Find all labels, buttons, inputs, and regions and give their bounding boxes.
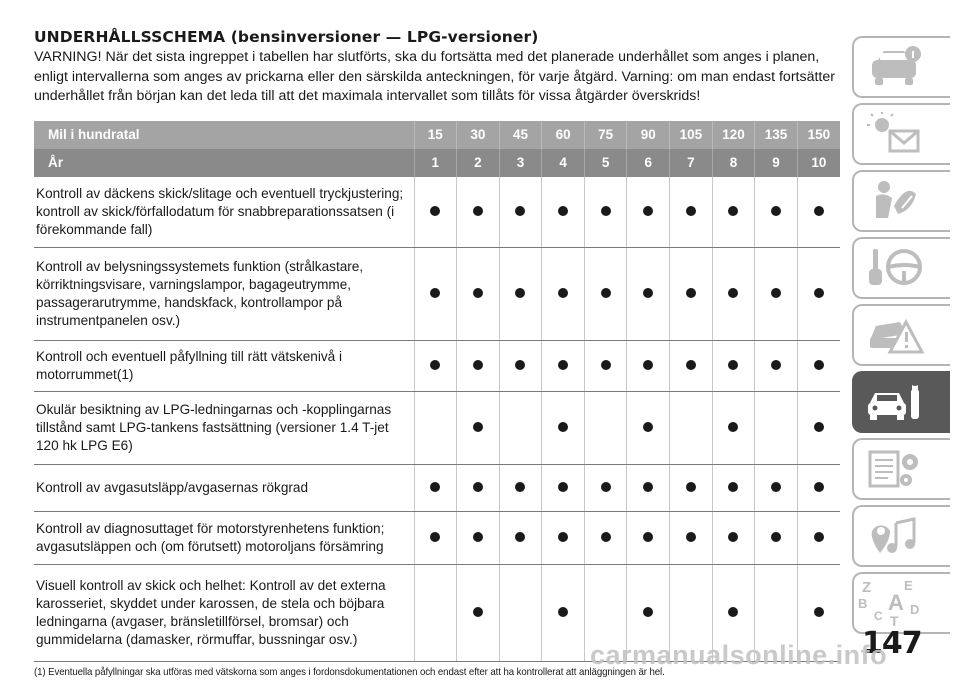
interval-dot xyxy=(728,482,738,492)
header-mile-4: 75 xyxy=(584,121,627,149)
interval-dot xyxy=(601,288,611,298)
interval-dot xyxy=(515,482,525,492)
interval-cell xyxy=(670,391,713,464)
header-year-4: 5 xyxy=(584,149,627,177)
interval-dot xyxy=(558,288,568,298)
sidebar-tab-car-info[interactable] xyxy=(852,36,950,98)
interval-cell xyxy=(499,247,542,340)
task-description: Kontroll av diagnosuttaget för motorstyrenhetens funktion; avgasutsläppen och (om förutsett) motoroljans försämring xyxy=(34,511,414,564)
interval-cell xyxy=(712,247,755,340)
header-mile-9: 150 xyxy=(797,121,840,149)
table-row xyxy=(34,391,840,464)
interval-dot xyxy=(771,482,781,492)
interval-cell xyxy=(797,177,840,248)
interval-cell xyxy=(670,511,713,564)
interval-dot xyxy=(814,206,824,216)
table-row xyxy=(34,464,840,511)
interval-dot xyxy=(686,360,696,370)
task-description: Kontroll av belysningssystemets funktion (strålkastare, körriktningsvisare, varningslampor, bagageutrymme, passagerarutrymme, handskfack, kontrollampor på instrumentpanelen osv.) xyxy=(34,247,414,340)
chapter-sidebar xyxy=(852,36,950,639)
header-mile-3: 60 xyxy=(542,121,585,149)
interval-cell xyxy=(499,464,542,511)
sidebar-tab-technical-data[interactable] xyxy=(852,438,950,500)
interval-cell xyxy=(627,391,670,464)
interval-cell xyxy=(712,391,755,464)
interval-dot xyxy=(814,532,824,542)
multimedia-icon xyxy=(866,513,926,559)
warning-text: VARNING! När det sista ingreppet i tabellen har slutförts, ska du fortsätta med det planerade underhållet som anges i planen, enligt intervallerna som anges av prickarna eller den särskilda anteckningen, för varje åtgärd. Varning: om man endast fortsätter underhållet från början kan det leda till att det maximala intervallet som tillåts för vissa åtgärder överskrids! xyxy=(34,49,835,104)
interval-cell xyxy=(584,464,627,511)
sidebar-tab-warning-lights[interactable] xyxy=(852,103,950,165)
task-description: Okulär besiktning av LPG-ledningarnas och -kopplingarnas tillstånd samt LPG-tankens fastsättning (versioner 1.4 T-jet 120 hk LPG E6) xyxy=(34,391,414,464)
interval-cell xyxy=(627,340,670,391)
header-miles-label: Mil i hundratal xyxy=(34,121,414,149)
index-letter: A xyxy=(888,590,904,615)
header-year-0: 1 xyxy=(414,149,457,177)
interval-dot xyxy=(686,532,696,542)
interval-dot xyxy=(558,422,568,432)
interval-cell xyxy=(499,340,542,391)
interval-dot xyxy=(814,482,824,492)
index-icon xyxy=(858,576,928,626)
interval-dot xyxy=(515,288,525,298)
interval-dot xyxy=(558,360,568,370)
interval-cell xyxy=(457,564,500,661)
interval-cell xyxy=(414,391,457,464)
interval-cell xyxy=(414,340,457,391)
interval-cell xyxy=(414,511,457,564)
header-year-2: 3 xyxy=(499,149,542,177)
interval-cell xyxy=(755,511,798,564)
index-letter: E xyxy=(904,578,913,593)
interval-dot xyxy=(728,422,738,432)
page-title: UNDERHÅLLSSCHEMA (bensinversioner — LPG-versioner) xyxy=(34,28,539,46)
interval-cell xyxy=(542,564,585,661)
interval-cell xyxy=(457,340,500,391)
interval-dot xyxy=(814,360,824,370)
header-mile-1: 30 xyxy=(457,121,500,149)
interval-cell xyxy=(414,247,457,340)
interval-cell xyxy=(670,177,713,248)
index-letter: T xyxy=(890,613,899,626)
page-number: 147 xyxy=(862,626,922,661)
interval-dot xyxy=(728,607,738,617)
sidebar-tab-multimedia[interactable] xyxy=(852,505,950,567)
header-year-6: 7 xyxy=(670,149,713,177)
interval-cell xyxy=(457,464,500,511)
table-row xyxy=(34,177,840,248)
header-year-5: 6 xyxy=(627,149,670,177)
interval-dot xyxy=(728,532,738,542)
interval-dot xyxy=(473,360,483,370)
interval-cell xyxy=(712,511,755,564)
header-row-years xyxy=(34,149,840,177)
table-row xyxy=(34,511,840,564)
interval-cell xyxy=(797,247,840,340)
interval-cell xyxy=(414,177,457,248)
technical-data-icon xyxy=(866,446,926,492)
header-year-3: 4 xyxy=(542,149,585,177)
sidebar-tab-starting-driving[interactable] xyxy=(852,237,950,299)
interval-dot xyxy=(814,422,824,432)
interval-dot xyxy=(643,206,653,216)
interval-dot xyxy=(601,360,611,370)
interval-dot xyxy=(771,288,781,298)
interval-cell xyxy=(542,391,585,464)
key-steering-wheel-icon xyxy=(866,245,926,291)
interval-dot xyxy=(430,532,440,542)
interval-cell xyxy=(457,247,500,340)
interval-dot xyxy=(430,288,440,298)
interval-dot xyxy=(515,532,525,542)
safety-airbag-icon xyxy=(866,178,926,224)
interval-dot xyxy=(473,607,483,617)
header-year-1: 2 xyxy=(457,149,500,177)
footnote: (1) Eventuella påfyllningar ska utföras med vätskorna som anges i fordonsdokumentationen och endast efter att ha kontrollerat att anläggningen är hel. xyxy=(34,666,665,678)
index-letter: D xyxy=(910,602,920,617)
header-mile-6: 105 xyxy=(670,121,713,149)
interval-dot xyxy=(686,206,696,216)
index-letter: Z xyxy=(862,579,872,596)
interval-dot xyxy=(643,288,653,298)
header-mile-5: 90 xyxy=(627,121,670,149)
interval-dot xyxy=(558,482,568,492)
interval-cell xyxy=(584,511,627,564)
interval-cell xyxy=(755,464,798,511)
interval-dot xyxy=(430,482,440,492)
interval-dot xyxy=(473,206,483,216)
interval-cell xyxy=(755,391,798,464)
interval-cell xyxy=(542,247,585,340)
interval-dot xyxy=(473,422,483,432)
interval-dot xyxy=(430,360,440,370)
table-row xyxy=(34,340,840,391)
interval-dot xyxy=(601,532,611,542)
interval-cell xyxy=(627,247,670,340)
interval-cell xyxy=(627,511,670,564)
interval-cell xyxy=(457,511,500,564)
interval-dot xyxy=(515,206,525,216)
interval-cell xyxy=(712,340,755,391)
warning-lights-icon xyxy=(866,111,926,157)
content xyxy=(34,28,840,680)
table-row xyxy=(34,247,840,340)
interval-dot xyxy=(771,532,781,542)
header-mile-8: 135 xyxy=(755,121,798,149)
interval-cell xyxy=(584,340,627,391)
interval-cell xyxy=(499,511,542,564)
interval-cell xyxy=(712,464,755,511)
header-mile-2: 45 xyxy=(499,121,542,149)
task-description: Kontroll av avgasutsläpp/avgasernas rökgrad xyxy=(34,464,414,511)
interval-cell xyxy=(627,464,670,511)
interval-cell xyxy=(499,177,542,248)
interval-dot xyxy=(728,360,738,370)
interval-dot xyxy=(430,206,440,216)
interval-cell xyxy=(797,511,840,564)
interval-dot xyxy=(473,288,483,298)
header-mile-7: 120 xyxy=(712,121,755,149)
index-letter: B xyxy=(858,596,868,611)
interval-cell xyxy=(499,564,542,661)
interval-dot xyxy=(686,482,696,492)
interval-cell xyxy=(584,391,627,464)
interval-cell xyxy=(542,340,585,391)
interval-cell xyxy=(670,464,713,511)
interval-dot xyxy=(643,482,653,492)
interval-dot xyxy=(558,532,568,542)
interval-cell xyxy=(755,177,798,248)
header-year-label: År xyxy=(34,149,414,177)
interval-cell xyxy=(627,177,670,248)
header-year-8: 9 xyxy=(755,149,798,177)
interval-dot xyxy=(601,482,611,492)
interval-dot xyxy=(643,422,653,432)
interval-dot xyxy=(473,482,483,492)
task-description: Visuell kontroll av skick och helhet: Kontroll av det externa karosseriet, skyddet under karossen, de stela och böjbara ledningarna (avgaser, bränsletillförsel, bromsar) och gummidelarna (damasker, rörmuffar, bussningar osv.) xyxy=(34,564,414,661)
interval-cell xyxy=(797,340,840,391)
interval-cell xyxy=(670,247,713,340)
interval-cell xyxy=(755,340,798,391)
maintenance-schedule-table xyxy=(34,121,840,662)
interval-cell xyxy=(542,464,585,511)
interval-cell xyxy=(797,464,840,511)
task-description: Kontroll av däckens skick/slitage och eventuell tryckjustering; kontroll av skick/förfallodatum för snabbreparationssatsen (i förekommande fall) xyxy=(34,177,414,248)
interval-cell xyxy=(670,340,713,391)
sidebar-tab-emergency[interactable] xyxy=(852,304,950,366)
header-row-miles xyxy=(34,121,840,149)
interval-dot xyxy=(515,360,525,370)
interval-cell xyxy=(584,247,627,340)
interval-cell xyxy=(542,177,585,248)
interval-cell xyxy=(797,391,840,464)
emergency-breakdown-icon xyxy=(866,312,926,358)
interval-cell xyxy=(414,464,457,511)
interval-dot xyxy=(558,206,568,216)
interval-dot xyxy=(771,360,781,370)
task-description: Kontroll och eventuell påfyllning till rätt vätskenivå i motorrummet(1) xyxy=(34,340,414,391)
index-letter: C xyxy=(874,609,883,623)
interval-cell xyxy=(499,391,542,464)
sidebar-tab-maintenance[interactable] xyxy=(852,371,950,433)
interval-cell xyxy=(457,391,500,464)
interval-dot xyxy=(643,532,653,542)
car-info-icon xyxy=(866,44,926,90)
sidebar-tab-index[interactable] xyxy=(852,572,950,634)
interval-dot xyxy=(558,607,568,617)
interval-dot xyxy=(771,206,781,216)
interval-cell xyxy=(457,177,500,248)
interval-dot xyxy=(728,206,738,216)
interval-dot xyxy=(643,607,653,617)
interval-dot xyxy=(643,360,653,370)
interval-dot xyxy=(814,607,824,617)
interval-dot xyxy=(473,532,483,542)
schedule-body xyxy=(34,177,840,662)
interval-dot xyxy=(728,288,738,298)
interval-cell xyxy=(755,247,798,340)
header-year-9: 10 xyxy=(797,149,840,177)
interval-dot xyxy=(601,206,611,216)
header-mile-0: 15 xyxy=(414,121,457,149)
interval-dot xyxy=(814,288,824,298)
interval-cell xyxy=(542,511,585,564)
interval-cell xyxy=(712,177,755,248)
header-year-7: 8 xyxy=(712,149,755,177)
sidebar-tab-safety[interactable] xyxy=(852,170,950,232)
interval-cell xyxy=(414,564,457,661)
car-maintenance-icon xyxy=(866,379,926,425)
interval-dot xyxy=(686,288,696,298)
interval-cell xyxy=(584,177,627,248)
watermark: carmanualsonline.info xyxy=(590,640,888,670)
